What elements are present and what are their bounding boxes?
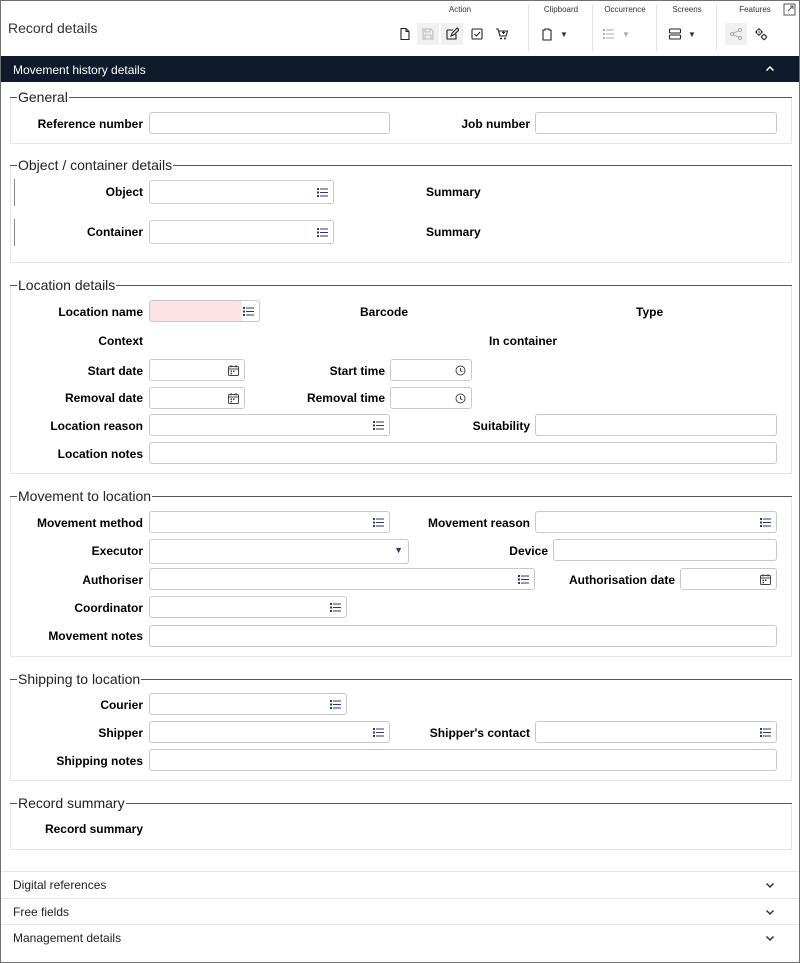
edit-icon	[445, 27, 459, 41]
movement-section-title	[10, 488, 792, 504]
type-label: Type	[636, 305, 664, 319]
section-title: Object / container details	[18, 157, 173, 173]
row-marker	[14, 179, 15, 206]
dropdown-caret-icon: ▼	[394, 545, 403, 555]
start-date-input[interactable]	[149, 359, 245, 381]
courier-input[interactable]	[149, 693, 347, 715]
start-time-label: Start time	[329, 364, 385, 378]
checkbox-icon	[470, 27, 484, 41]
list-icon[interactable]	[372, 516, 385, 529]
container-label: Container	[86, 225, 143, 239]
chevron-up-icon[interactable]	[763, 62, 777, 76]
start-time-input[interactable]	[390, 359, 472, 381]
object-input[interactable]	[149, 180, 334, 204]
cart-button[interactable]	[491, 23, 513, 45]
movement-reason-label: Movement reason	[427, 516, 530, 530]
clipboard-group	[529, 1, 593, 56]
screens-group	[657, 1, 717, 56]
list-icon[interactable]	[759, 516, 772, 529]
layout-icon	[668, 27, 682, 41]
in-container-label: In container	[489, 334, 558, 348]
location-name-input[interactable]	[149, 300, 260, 322]
share-button[interactable]	[725, 23, 747, 45]
digital-references-row[interactable]	[1, 871, 800, 897]
location-notes-label: Location notes	[57, 447, 143, 461]
list-icon[interactable]	[242, 305, 255, 318]
suitability-label: Suitability	[472, 419, 530, 433]
location-notes-input[interactable]	[149, 442, 777, 464]
location-reason-label: Location reason	[50, 419, 143, 433]
new-document-icon	[398, 27, 412, 41]
window-title: Record details	[8, 20, 98, 36]
management-details-row[interactable]	[1, 924, 800, 950]
clock-icon[interactable]	[454, 392, 467, 405]
list-icon[interactable]	[329, 601, 342, 614]
record-summary-label: Record summary	[44, 822, 143, 836]
action-group-label: Action	[448, 5, 472, 14]
save-button[interactable]	[417, 23, 439, 45]
section-title: Location details	[18, 277, 116, 293]
screens-button[interactable]	[665, 23, 699, 45]
row-title: Digital references	[13, 878, 107, 892]
row-marker	[14, 219, 15, 246]
edit-button[interactable]	[441, 23, 463, 45]
list-icon[interactable]	[316, 226, 329, 239]
shipper-input[interactable]	[149, 721, 390, 743]
object-summary-label: Summary	[426, 185, 481, 199]
coordinator-input[interactable]	[149, 596, 347, 618]
chevron-down-icon[interactable]	[763, 878, 777, 892]
shippers-contact-label: Shipper's contact	[429, 726, 530, 740]
movement-method-input[interactable]	[149, 511, 390, 533]
section-title: Shipping to location	[18, 671, 141, 687]
share-icon	[729, 27, 743, 41]
action-group	[393, 1, 527, 56]
features-group-label: Features	[739, 5, 771, 14]
dropdown-caret-icon: ▼	[560, 29, 568, 39]
location-reason-input[interactable]	[149, 414, 390, 436]
clipboard-group-label: Clipboard	[543, 5, 579, 14]
list-icon[interactable]	[372, 419, 385, 432]
reference-number-input[interactable]	[149, 112, 390, 134]
list-icon[interactable]	[316, 186, 329, 199]
clock-icon[interactable]	[454, 364, 467, 377]
general-section-title	[10, 89, 792, 105]
shippers-contact-input[interactable]	[535, 721, 777, 743]
authorisation-date-input[interactable]	[680, 568, 777, 590]
context-label: Context	[98, 334, 143, 348]
object-container-section-title	[10, 157, 792, 173]
start-date-label: Start date	[87, 364, 143, 378]
screens-group-label: Screens	[672, 5, 702, 14]
suitability-input[interactable]	[535, 414, 777, 436]
cart-icon	[495, 27, 509, 41]
list-icon[interactable]	[372, 726, 385, 739]
calendar-icon[interactable]	[227, 364, 240, 377]
removal-time-input[interactable]	[390, 387, 472, 409]
row-title: Management details	[13, 931, 122, 945]
free-fields-row[interactable]	[1, 898, 800, 924]
container-input[interactable]	[149, 220, 334, 244]
row-title: Free fields	[13, 905, 70, 919]
movement-notes-label: Movement notes	[48, 629, 143, 643]
calendar-icon[interactable]	[227, 392, 240, 405]
list-icon	[602, 27, 616, 41]
barcode-label: Barcode	[360, 305, 409, 319]
list-icon[interactable]	[329, 698, 342, 711]
authoriser-label: Authoriser	[82, 573, 143, 587]
dropdown-caret-icon: ▼	[688, 29, 696, 39]
courier-label: Courier	[100, 698, 143, 712]
section-title: Record summary	[18, 795, 125, 811]
settings-button[interactable]	[750, 23, 772, 45]
occurrence-group	[593, 1, 657, 56]
clipboard-icon	[540, 27, 554, 41]
new-record-button[interactable]	[394, 23, 416, 45]
movement-method-label: Movement method	[36, 516, 143, 530]
object-label: Object	[105, 185, 143, 199]
removal-time-label: Removal time	[306, 391, 385, 405]
authoriser-input[interactable]	[149, 568, 535, 590]
movement-notes-input[interactable]	[149, 625, 777, 647]
coordinator-label: Coordinator	[74, 601, 143, 615]
authorisation-date-label: Authorisation date	[568, 573, 675, 587]
container-summary-label: Summary	[426, 225, 481, 239]
gears-icon	[754, 27, 768, 41]
features-group	[717, 1, 793, 56]
calendar-icon[interactable]	[759, 573, 772, 586]
removal-date-input[interactable]	[149, 387, 245, 409]
shipping-notes-input[interactable]	[149, 749, 777, 771]
movement-history-header[interactable]	[1, 56, 800, 82]
list-icon[interactable]	[759, 726, 772, 739]
device-label: Device	[509, 544, 548, 558]
section-title: General	[18, 89, 68, 105]
device-input[interactable]	[553, 539, 777, 561]
removal-date-label: Removal date	[64, 391, 143, 405]
chevron-down-icon[interactable]	[763, 905, 777, 919]
location-name-label: Location name	[58, 305, 143, 319]
select-button[interactable]	[466, 23, 488, 45]
list-icon[interactable]	[517, 573, 530, 586]
shipping-notes-label: Shipping notes	[56, 754, 143, 768]
object-container-section	[10, 165, 792, 263]
reference-number-label: Reference number	[37, 117, 143, 131]
executor-label: Executor	[91, 544, 143, 558]
location-section-title	[10, 277, 792, 293]
record-summary-section-title	[10, 795, 792, 811]
shipping-section-title	[10, 671, 792, 687]
occurrence-button[interactable]	[599, 23, 633, 45]
occurrence-group-label: Occurrence	[604, 5, 646, 14]
section-title: Movement to location	[18, 488, 152, 504]
clipboard-button[interactable]	[537, 23, 571, 45]
dropdown-caret-icon: ▼	[622, 29, 630, 39]
job-number-label: Job number	[461, 117, 530, 131]
chevron-down-icon[interactable]	[763, 931, 777, 945]
shipper-label: Shipper	[98, 726, 143, 740]
movement-reason-input[interactable]	[535, 511, 777, 533]
save-icon	[421, 27, 435, 41]
executor-select[interactable]	[149, 539, 409, 564]
job-number-input[interactable]	[535, 112, 777, 134]
header-title: Movement history details	[13, 63, 146, 77]
